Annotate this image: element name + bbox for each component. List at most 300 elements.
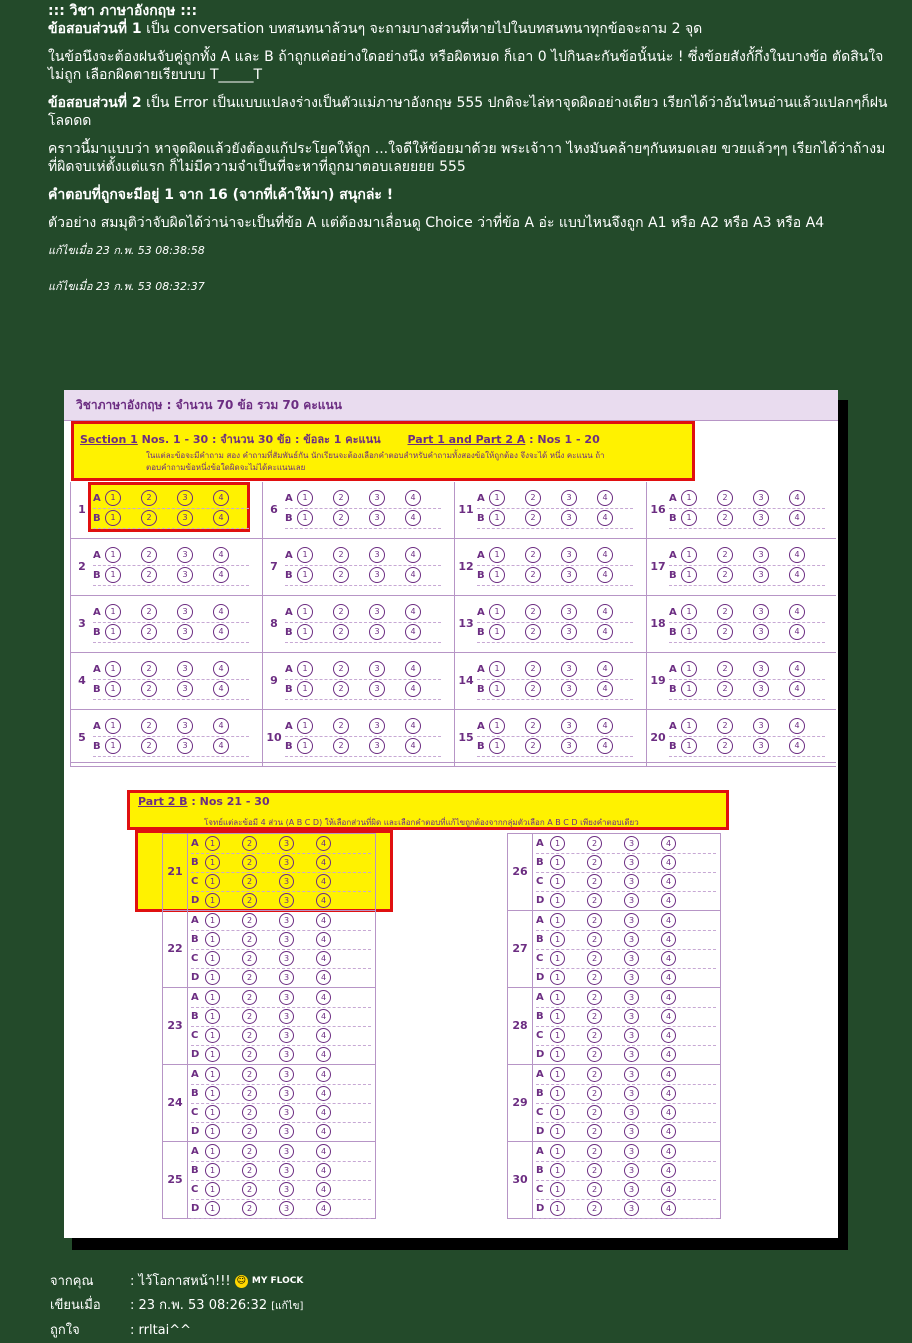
answer-bubble[interactable]: 3 [279,1067,294,1082]
answer-bubble[interactable]: 2 [587,1124,602,1139]
answer-bubble[interactable]: 3 [369,510,385,526]
answer-bubble[interactable]: 3 [279,1009,294,1024]
answer-bubble[interactable]: 3 [279,893,294,908]
answer-bubble[interactable]: 3 [624,1163,639,1178]
answer-bubble[interactable]: 4 [597,604,613,620]
answer-bubble[interactable]: 3 [624,1028,639,1043]
answer-bubble[interactable]: 4 [213,681,229,697]
answer-bubble[interactable]: 3 [561,510,577,526]
answer-bubble[interactable]: 3 [369,547,385,563]
answer-bubble[interactable]: 1 [550,1124,565,1139]
answer-bubble[interactable]: 3 [624,1086,639,1101]
answer-bubble[interactable]: 1 [489,624,505,640]
answer-bubble[interactable]: 1 [297,490,313,506]
answer-bubble[interactable]: 4 [661,1047,676,1062]
answer-bubble[interactable]: 2 [242,1105,257,1120]
answer-bubble[interactable]: 1 [205,1105,220,1120]
answer-bubble[interactable]: 3 [177,661,193,677]
answer-bubble[interactable]: 1 [550,970,565,985]
answer-bubble[interactable]: 1 [205,836,220,851]
answer-bubble[interactable]: 1 [205,1028,220,1043]
answer-bubble[interactable]: 4 [405,510,421,526]
answer-bubble[interactable]: 1 [205,1163,220,1178]
answer-bubble[interactable]: 1 [205,1086,220,1101]
answer-bubble[interactable]: 3 [177,681,193,697]
answer-bubble[interactable]: 3 [177,510,193,526]
answer-bubble[interactable]: 1 [297,547,313,563]
answer-bubble[interactable]: 1 [205,1067,220,1082]
answer-bubble[interactable]: 2 [242,1086,257,1101]
answer-bubble[interactable]: 1 [205,1047,220,1062]
answer-bubble[interactable]: 1 [489,718,505,734]
answer-bubble[interactable]: 3 [753,681,769,697]
answer-bubble[interactable]: 2 [141,490,157,506]
answer-bubble[interactable]: 4 [661,913,676,928]
answer-bubble[interactable]: 3 [279,932,294,947]
answer-bubble[interactable]: 4 [661,1144,676,1159]
answer-bubble[interactable]: 4 [316,874,331,889]
answer-bubble[interactable]: 2 [141,510,157,526]
answer-bubble[interactable]: 1 [105,510,121,526]
answer-bubble[interactable]: 4 [316,951,331,966]
answer-bubble[interactable]: 3 [624,990,639,1005]
answer-bubble[interactable]: 2 [587,1201,602,1216]
answer-bubble[interactable]: 4 [213,547,229,563]
answer-bubble[interactable]: 1 [681,738,697,754]
answer-bubble[interactable]: 4 [316,893,331,908]
answer-bubble[interactable]: 3 [624,1067,639,1082]
answer-bubble[interactable]: 4 [213,718,229,734]
answer-bubble[interactable]: 1 [550,836,565,851]
answer-bubble[interactable]: 3 [753,624,769,640]
answer-bubble[interactable]: 3 [561,567,577,583]
answer-bubble[interactable]: 4 [789,738,805,754]
answer-bubble[interactable]: 3 [624,836,639,851]
answer-bubble[interactable]: 4 [661,1086,676,1101]
answer-bubble[interactable]: 1 [550,1067,565,1082]
answer-bubble[interactable]: 1 [205,855,220,870]
answer-bubble[interactable]: 4 [789,604,805,620]
answer-bubble[interactable]: 1 [297,718,313,734]
answer-bubble[interactable]: 4 [661,1067,676,1082]
answer-bubble[interactable]: 4 [405,604,421,620]
answer-bubble[interactable]: 1 [550,1086,565,1101]
answer-bubble[interactable]: 1 [105,624,121,640]
answer-bubble[interactable]: 4 [213,490,229,506]
answer-bubble[interactable]: 3 [279,1182,294,1197]
answer-bubble[interactable]: 2 [717,681,733,697]
answer-bubble[interactable]: 4 [316,990,331,1005]
answer-bubble[interactable]: 2 [333,718,349,734]
answer-bubble[interactable]: 3 [624,874,639,889]
answer-bubble[interactable]: 4 [316,1105,331,1120]
answer-bubble[interactable]: 4 [597,624,613,640]
answer-bubble[interactable]: 3 [561,681,577,697]
answer-bubble[interactable]: 4 [405,718,421,734]
answer-bubble[interactable]: 3 [624,1201,639,1216]
answer-bubble[interactable]: 4 [661,951,676,966]
answer-bubble[interactable]: 4 [661,855,676,870]
answer-bubble[interactable]: 4 [316,1163,331,1178]
answer-bubble[interactable]: 1 [205,951,220,966]
answer-bubble[interactable]: 2 [525,718,541,734]
answer-bubble[interactable]: 1 [489,510,505,526]
answer-bubble[interactable]: 4 [316,1086,331,1101]
answer-bubble[interactable]: 1 [105,567,121,583]
answer-bubble[interactable]: 2 [587,913,602,928]
answer-bubble[interactable]: 4 [789,681,805,697]
answer-bubble[interactable]: 2 [717,490,733,506]
answer-bubble[interactable]: 3 [279,1086,294,1101]
answer-bubble[interactable]: 3 [624,932,639,947]
answer-bubble[interactable]: 4 [597,718,613,734]
answer-bubble[interactable]: 2 [587,1047,602,1062]
answer-bubble[interactable]: 2 [141,738,157,754]
answer-bubble[interactable]: 4 [789,567,805,583]
answer-bubble[interactable]: 3 [279,855,294,870]
answer-bubble[interactable]: 4 [789,510,805,526]
answer-bubble[interactable]: 3 [279,1163,294,1178]
answer-bubble[interactable]: 4 [405,624,421,640]
answer-bubble[interactable]: 4 [213,567,229,583]
answer-bubble[interactable]: 1 [489,738,505,754]
answer-bubble[interactable]: 3 [177,604,193,620]
answer-bubble[interactable]: 3 [279,1144,294,1159]
answer-bubble[interactable]: 4 [316,932,331,947]
answer-bubble[interactable]: 1 [550,855,565,870]
answer-bubble[interactable]: 2 [242,951,257,966]
answer-bubble[interactable]: 3 [561,718,577,734]
answer-bubble[interactable]: 1 [297,661,313,677]
answer-bubble[interactable]: 4 [661,1163,676,1178]
answer-bubble[interactable]: 3 [279,1105,294,1120]
edit-link[interactable]: [แก้ไข] [271,1301,304,1312]
answer-bubble[interactable]: 3 [279,913,294,928]
answer-bubble[interactable]: 1 [105,738,121,754]
answer-bubble[interactable]: 3 [279,1124,294,1139]
answer-bubble[interactable]: 4 [316,1028,331,1043]
answer-bubble[interactable]: 3 [369,604,385,620]
answer-bubble[interactable]: 4 [789,718,805,734]
answer-bubble[interactable]: 3 [279,874,294,889]
answer-bubble[interactable]: 3 [624,1009,639,1024]
answer-bubble[interactable]: 1 [681,718,697,734]
answer-bubble[interactable]: 3 [561,624,577,640]
answer-bubble[interactable]: 2 [242,1201,257,1216]
answer-bubble[interactable]: 2 [242,874,257,889]
answer-bubble[interactable]: 2 [525,510,541,526]
answer-bubble[interactable]: 3 [624,855,639,870]
answer-bubble[interactable]: 4 [597,547,613,563]
answer-bubble[interactable]: 2 [587,932,602,947]
answer-bubble[interactable]: 4 [316,1067,331,1082]
answer-bubble[interactable]: 1 [105,681,121,697]
answer-bubble[interactable]: 1 [550,1028,565,1043]
answer-bubble[interactable]: 4 [316,1201,331,1216]
answer-bubble[interactable]: 2 [141,567,157,583]
answer-bubble[interactable]: 1 [550,1009,565,1024]
answer-bubble[interactable]: 2 [242,1047,257,1062]
answer-bubble[interactable]: 1 [297,567,313,583]
answer-bubble[interactable]: 4 [316,1182,331,1197]
answer-bubble[interactable]: 3 [369,681,385,697]
answer-bubble[interactable]: 1 [105,718,121,734]
answer-bubble[interactable]: 4 [405,738,421,754]
answer-bubble[interactable]: 1 [681,547,697,563]
answer-bubble[interactable]: 1 [297,624,313,640]
answer-bubble[interactable]: 2 [717,510,733,526]
answer-bubble[interactable]: 2 [333,567,349,583]
answer-bubble[interactable]: 1 [550,1144,565,1159]
answer-bubble[interactable]: 2 [141,718,157,734]
answer-bubble[interactable]: 2 [717,547,733,563]
answer-bubble[interactable]: 2 [587,1067,602,1082]
answer-bubble[interactable]: 2 [587,1144,602,1159]
answer-bubble[interactable]: 1 [550,1163,565,1178]
answer-bubble[interactable]: 1 [297,604,313,620]
answer-bubble[interactable]: 2 [587,1105,602,1120]
answer-bubble[interactable]: 3 [561,547,577,563]
answer-bubble[interactable]: 1 [681,510,697,526]
answer-bubble[interactable]: 4 [661,1009,676,1024]
answer-bubble[interactable]: 3 [624,951,639,966]
answer-bubble[interactable]: 2 [525,624,541,640]
answer-bubble[interactable]: 4 [661,1201,676,1216]
answer-bubble[interactable]: 2 [141,547,157,563]
answer-bubble[interactable]: 4 [597,738,613,754]
answer-bubble[interactable]: 1 [550,1182,565,1197]
answer-bubble[interactable]: 4 [661,990,676,1005]
answer-bubble[interactable]: 1 [550,990,565,1005]
answer-bubble[interactable]: 2 [587,1163,602,1178]
answer-bubble[interactable]: 2 [587,1028,602,1043]
answer-bubble[interactable]: 2 [333,510,349,526]
answer-bubble[interactable]: 4 [661,970,676,985]
answer-bubble[interactable]: 1 [205,1182,220,1197]
myflock-icon[interactable]: MY FLOCK [251,1276,304,1286]
answer-bubble[interactable]: 4 [661,1182,676,1197]
answer-bubble[interactable]: 3 [279,990,294,1005]
answer-bubble[interactable]: 1 [550,893,565,908]
answer-bubble[interactable]: 2 [717,738,733,754]
answer-bubble[interactable]: 3 [279,836,294,851]
answer-bubble[interactable]: 4 [316,1047,331,1062]
answer-bubble[interactable]: 2 [587,874,602,889]
answer-bubble[interactable]: 4 [789,661,805,677]
answer-bubble[interactable]: 1 [105,547,121,563]
answer-bubble[interactable]: 2 [242,1124,257,1139]
answer-bubble[interactable]: 2 [242,970,257,985]
answer-bubble[interactable]: 2 [525,604,541,620]
answer-bubble[interactable]: 3 [624,1047,639,1062]
from-value[interactable]: : ไว้โอกาสหน้า!!! [130,1274,231,1289]
answer-bubble[interactable]: 3 [369,718,385,734]
answer-bubble[interactable]: 3 [177,624,193,640]
answer-bubble[interactable]: 4 [661,1028,676,1043]
answer-bubble[interactable]: 2 [587,990,602,1005]
answer-bubble[interactable]: 4 [661,836,676,851]
answer-bubble[interactable]: 4 [789,624,805,640]
answer-bubble[interactable]: 2 [717,567,733,583]
answer-bubble[interactable]: 4 [316,1009,331,1024]
answer-bubble[interactable]: 1 [205,1144,220,1159]
answer-bubble[interactable]: 2 [242,1028,257,1043]
answer-bubble[interactable]: 3 [624,1182,639,1197]
answer-bubble[interactable]: 4 [316,970,331,985]
answer-bubble[interactable]: 1 [550,1201,565,1216]
answer-bubble[interactable]: 3 [561,490,577,506]
answer-bubble[interactable]: 2 [587,1182,602,1197]
answer-bubble[interactable]: 3 [753,604,769,620]
answer-bubble[interactable]: 3 [279,1201,294,1216]
answer-bubble[interactable]: 2 [525,490,541,506]
answer-bubble[interactable]: 1 [489,490,505,506]
answer-bubble[interactable]: 3 [624,913,639,928]
answer-bubble[interactable]: 2 [242,990,257,1005]
answer-bubble[interactable]: 3 [279,951,294,966]
answer-bubble[interactable]: 4 [213,738,229,754]
answer-bubble[interactable]: 3 [561,738,577,754]
answer-bubble[interactable]: 1 [205,893,220,908]
answer-bubble[interactable]: 2 [242,1067,257,1082]
answer-bubble[interactable]: 3 [753,547,769,563]
answer-bubble[interactable]: 3 [753,510,769,526]
answer-bubble[interactable]: 1 [550,1105,565,1120]
answer-bubble[interactable]: 3 [177,567,193,583]
answer-bubble[interactable]: 1 [550,951,565,966]
answer-bubble[interactable]: 1 [489,604,505,620]
answer-bubble[interactable]: 2 [333,661,349,677]
answer-bubble[interactable]: 4 [661,893,676,908]
answer-bubble[interactable]: 1 [681,490,697,506]
answer-bubble[interactable]: 2 [242,932,257,947]
answer-bubble[interactable]: 1 [205,990,220,1005]
answer-bubble[interactable]: 2 [242,1163,257,1178]
answer-bubble[interactable]: 1 [105,604,121,620]
answer-bubble[interactable]: 2 [242,913,257,928]
answer-bubble[interactable]: 1 [205,874,220,889]
answer-bubble[interactable]: 4 [213,661,229,677]
answer-bubble[interactable]: 4 [597,661,613,677]
answer-bubble[interactable]: 2 [525,567,541,583]
answer-bubble[interactable]: 2 [141,681,157,697]
answer-bubble[interactable]: 1 [105,661,121,677]
answer-bubble[interactable]: 3 [561,604,577,620]
answer-bubble[interactable]: 1 [205,970,220,985]
answer-bubble[interactable]: 3 [753,490,769,506]
answer-bubble[interactable]: 2 [525,661,541,677]
answer-bubble[interactable]: 4 [597,681,613,697]
answer-bubble[interactable]: 4 [405,567,421,583]
answer-bubble[interactable]: 4 [789,490,805,506]
answer-bubble[interactable]: 1 [205,1124,220,1139]
answer-bubble[interactable]: 1 [681,681,697,697]
answer-bubble[interactable]: 1 [297,510,313,526]
answer-bubble[interactable]: 3 [561,661,577,677]
answer-bubble[interactable]: 2 [242,836,257,851]
answer-bubble[interactable]: 3 [279,970,294,985]
answer-bubble[interactable]: 2 [525,547,541,563]
answer-bubble[interactable]: 3 [279,1028,294,1043]
answer-bubble[interactable]: 1 [205,913,220,928]
answer-bubble[interactable]: 2 [587,836,602,851]
answer-bubble[interactable]: 2 [333,624,349,640]
answer-bubble[interactable]: 1 [550,874,565,889]
answer-bubble[interactable]: 3 [177,738,193,754]
answer-bubble[interactable]: 2 [587,855,602,870]
answer-bubble[interactable]: 3 [369,738,385,754]
answer-bubble[interactable]: 4 [316,1124,331,1139]
answer-bubble[interactable]: 4 [597,490,613,506]
answer-bubble[interactable]: 1 [681,661,697,677]
answer-bubble[interactable]: 3 [624,1124,639,1139]
answer-bubble[interactable]: 1 [105,490,121,506]
answer-bubble[interactable]: 4 [661,874,676,889]
answer-bubble[interactable]: 1 [681,604,697,620]
answer-bubble[interactable]: 4 [597,510,613,526]
answer-bubble[interactable]: 2 [717,624,733,640]
answer-bubble[interactable]: 2 [587,1009,602,1024]
answer-bubble[interactable]: 2 [717,661,733,677]
answer-bubble[interactable]: 4 [316,913,331,928]
answer-bubble[interactable]: 1 [550,932,565,947]
answer-bubble[interactable]: 3 [624,970,639,985]
answer-bubble[interactable]: 4 [316,1144,331,1159]
answer-bubble[interactable]: 1 [297,681,313,697]
answer-bubble[interactable]: 3 [177,547,193,563]
answer-bubble[interactable]: 2 [333,681,349,697]
answer-bubble[interactable]: 2 [525,738,541,754]
answer-bubble[interactable]: 2 [242,1182,257,1197]
answer-bubble[interactable]: 3 [177,718,193,734]
answer-bubble[interactable]: 4 [213,510,229,526]
answer-bubble[interactable]: 2 [242,855,257,870]
answer-bubble[interactable]: 4 [213,604,229,620]
answer-bubble[interactable]: 2 [525,681,541,697]
answer-bubble[interactable]: 3 [177,490,193,506]
answer-bubble[interactable]: 1 [681,567,697,583]
answer-bubble[interactable]: 3 [369,661,385,677]
answer-bubble[interactable]: 4 [661,932,676,947]
answer-bubble[interactable]: 2 [587,893,602,908]
answer-bubble[interactable]: 1 [205,932,220,947]
answer-bubble[interactable]: 2 [242,1144,257,1159]
answer-bubble[interactable]: 4 [597,567,613,583]
answer-bubble[interactable]: 3 [753,718,769,734]
answer-bubble[interactable]: 4 [405,490,421,506]
answer-bubble[interactable]: 3 [753,661,769,677]
answer-bubble[interactable]: 2 [242,893,257,908]
answer-bubble[interactable]: 4 [316,855,331,870]
answer-bubble[interactable]: 1 [489,681,505,697]
answer-bubble[interactable]: 1 [489,567,505,583]
answer-bubble[interactable]: 3 [369,624,385,640]
answer-bubble[interactable]: 2 [717,718,733,734]
answer-bubble[interactable]: 4 [213,624,229,640]
answer-bubble[interactable]: 2 [333,547,349,563]
answer-bubble[interactable]: 1 [550,913,565,928]
answer-bubble[interactable]: 4 [316,836,331,851]
answer-bubble[interactable]: 2 [242,1009,257,1024]
answer-bubble[interactable]: 4 [405,547,421,563]
answer-bubble[interactable]: 2 [333,604,349,620]
answer-bubble[interactable]: 4 [661,1105,676,1120]
answer-bubble[interactable]: 2 [717,604,733,620]
answer-bubble[interactable]: 4 [661,1124,676,1139]
answer-bubble[interactable]: 1 [205,1201,220,1216]
answer-bubble[interactable]: 3 [624,1105,639,1120]
answer-bubble[interactable]: 2 [333,738,349,754]
